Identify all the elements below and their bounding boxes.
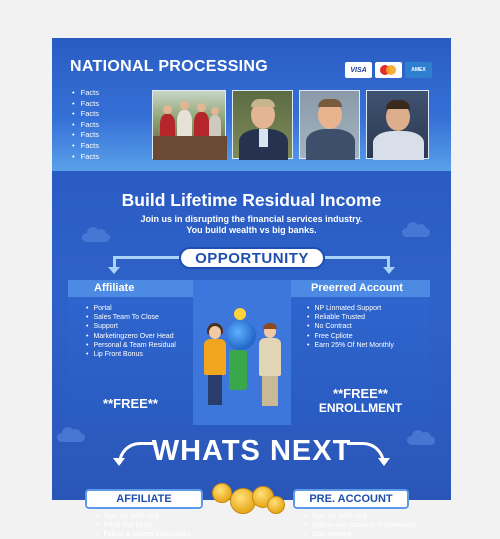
header-band (52, 38, 451, 171)
list-item: • Reliable Trusted (307, 313, 394, 322)
preferred-enrollment: ENROLLMENT (318, 401, 403, 415)
brand-title: NATIONAL PROCESSING (70, 58, 269, 75)
affiliate-title: Affiliate (68, 280, 193, 297)
fact-item: • Facts (72, 109, 99, 120)
account-steps (304, 512, 416, 539)
fact-item: • Facts (72, 152, 99, 163)
opportunity-label: OPPORTUNITY (179, 247, 325, 269)
fact-item: • Facts (72, 99, 99, 110)
money-icon (229, 350, 247, 390)
mastercard-logo (375, 62, 402, 78)
list-item: • Sign Up With Link (304, 512, 416, 521)
list-item: • NP Linmated Support (307, 304, 394, 313)
coin-icon (267, 496, 285, 514)
affiliate-panel (68, 280, 193, 425)
lightbulb-icon (234, 308, 246, 320)
preferred-title: Preerred Account (291, 280, 430, 297)
fact-item: • Facts (72, 141, 99, 152)
account-step-label: PRE. ACCOUNT (293, 489, 409, 509)
whats-next-title: WHATS NEXT (151, 435, 352, 467)
list-item: • Filled Out Form (96, 521, 191, 530)
facts-list (72, 88, 99, 162)
list-item: • Earn 25% Of Net Monthly (307, 341, 394, 350)
amex-logo: AMEX (405, 62, 432, 78)
photo-man-2 (299, 90, 360, 159)
list-item: • Support (86, 322, 176, 331)
preferred-panel (291, 280, 430, 425)
woman-figure (209, 326, 221, 339)
fact-item: • Facts (72, 120, 99, 131)
photo-man-3 (366, 90, 429, 159)
card-logos (345, 62, 432, 78)
business-illustration (193, 280, 291, 425)
fact-item: • Facts (72, 88, 99, 99)
headline: Build Lifetime Residual Income (121, 190, 382, 210)
preferred-list (307, 304, 394, 350)
list-item: • Sales Team To Close (86, 313, 176, 322)
arrow-down-icon (108, 267, 120, 274)
list-item: • Lip Front Bonus (86, 350, 176, 359)
list-item: • Personal & Team Residual (86, 341, 176, 350)
affiliate-steps (96, 512, 191, 539)
preferred-free: **FREE** (333, 386, 388, 401)
photo-man-1 (232, 90, 293, 159)
list-item: • No Contract (307, 322, 394, 331)
affiliate-list (86, 304, 176, 359)
photo-family (152, 90, 226, 159)
visa-logo: VISA (345, 62, 372, 78)
fact-item: • Facts (72, 130, 99, 141)
list-item: • Follow & Maked Instructions (96, 530, 191, 539)
globe-icon (226, 320, 256, 350)
subheadline: Join us in disrupting the financial services industry. You build wealth vs big banks. (140, 214, 363, 235)
list-item: • Start earning (304, 530, 416, 539)
list-item: • Free Cpliote (307, 332, 394, 341)
affiliate-step-label: AFFILIATE (85, 489, 203, 509)
list-item: • Marketingzero Over Head (86, 332, 176, 341)
list-item: • Sign Up With Link (96, 512, 191, 521)
coin-icon (212, 483, 232, 503)
affiliate-free: **FREE** (103, 396, 158, 411)
flyer (52, 38, 451, 538)
list-item: • Submit own account 1/ Statement (304, 521, 416, 530)
list-item: • Portal (86, 304, 176, 313)
arrow-down-icon (383, 267, 395, 274)
